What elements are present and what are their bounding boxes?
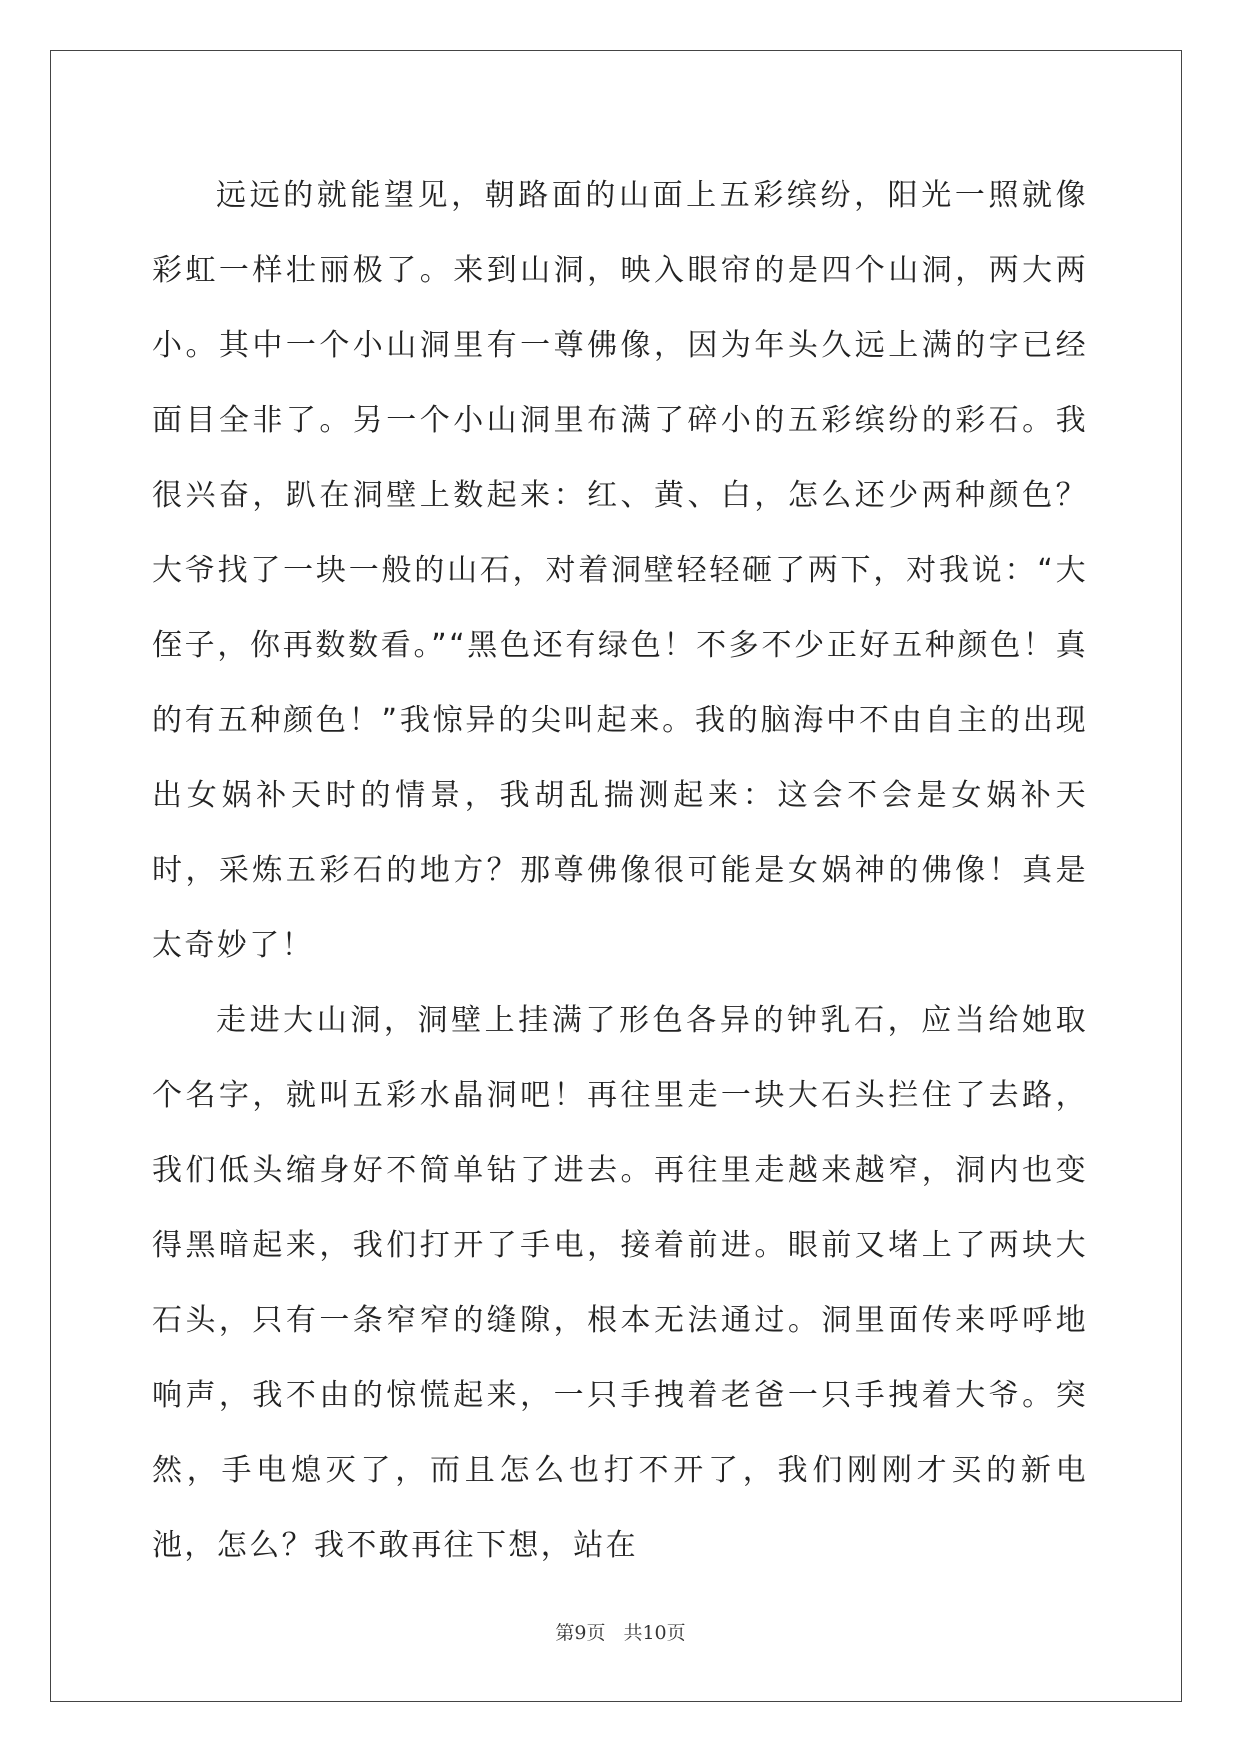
page-footer (0, 1618, 1241, 1645)
paragraph-2: 走进大山洞，洞壁上挂满了形色各异的钟乳石，应当给她取个名字，就叫五彩水晶洞吧！再往里走一块大石头拦住了去路，我们低头缩身好不简单钻了进去。再往里走越来越窄，洞内也变得黑暗起来，我们打开了手电，接着前进。眼前又堵上了两块大石头，只有一条窄窄的缝隙，根本无法通过。洞里面传来呼呼地响声，我不由的惊慌起来，一只手拽着老爸一只手拽着大爷。突然，手电熄灭了，而且怎么也打不开了，我们刚刚才买的新电池，怎么？我不敢再往下想，站在 (152, 1003, 1088, 1563)
paragraph-1: 远远的就能望见，朝路面的山面上五彩缤纷，阳光一照就像彩虹一样壮丽极了。来到山洞，映入眼帘的是四个山洞，两大两小。其中一个小山洞里有一尊佛像，因为年头久远上满的字已经面目全非了。另一个小山洞里布满了碎小的五彩缤纷的彩石。我很兴奋，趴在洞壁上数起来：红、黄、白，怎么还少两种颜色？大爷找了一块一般的山石，对着洞壁轻轻砸了两下，对我说：“大侄子，你再数数看。”“黑色还有绿色！不多不少正好五种颜色！真的有五种颜色！”我惊异的尖叫起来。我的脑海中不由自主的出现出女娲补天时的情景，我胡乱揣测起来：这会不会是女娲补天时，采炼五彩石的地方？那尊佛像很可能是女娲神的佛像！真是太奇妙了！ (152, 178, 1088, 963)
page-number: 第9页 (555, 1622, 606, 1644)
document-body (152, 158, 1088, 1583)
page-total: 共10页 (623, 1622, 686, 1644)
